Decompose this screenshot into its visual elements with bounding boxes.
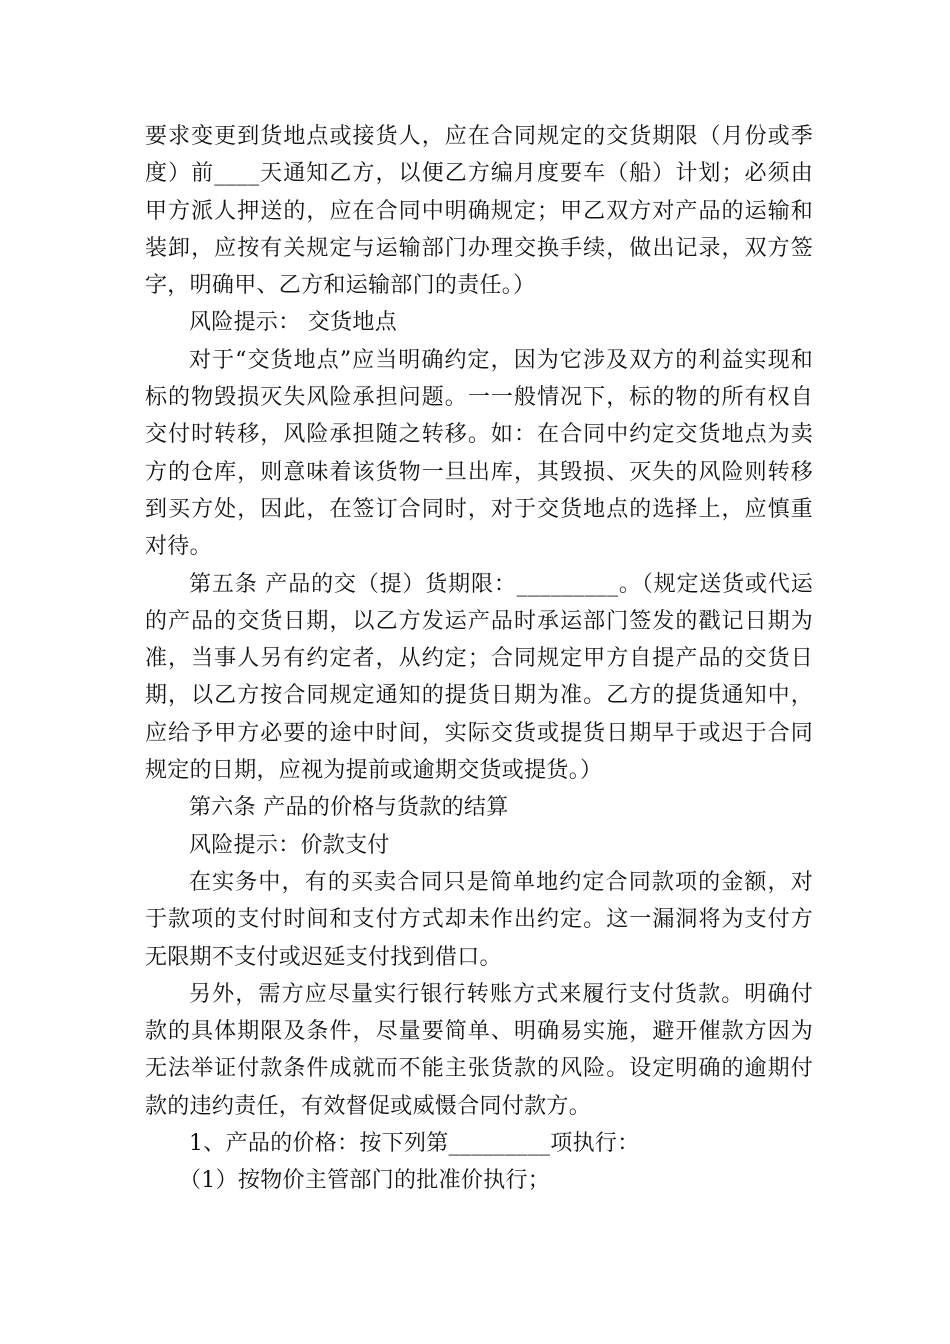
article-six-heading: 第六条 产品的价格与货款的结算 xyxy=(189,795,509,821)
paragraph-delivery-change: 要求变更到货地点或接货人，应在合同规定的交货期限（月份或季度）前____天通知乙方，以便乙方编月度要车（船）计划；必须由甲方派人押送的，应在合同中明确规定；甲乙双方对产品的运输和装卸，应按有关规定与运输部门办理交换手续，做出记录，双方签字，明确甲、乙方和运输部门的责任。） xyxy=(145,124,813,299)
document-page xyxy=(145,118,813,1200)
risk-heading-delivery-place: 风险提示： 交货地点 xyxy=(189,310,397,336)
article-five-delivery-term: 第五条 产品的交（提）货期限：_________。（规定送货或代运的产品的交货日期，以乙方发运产品时承运部门签发的戳记日期为准，当事人另有约定者，从约定；合同规定甲方自提产品的交货日期，以乙方按合同规定通知的提货日期为准。乙方的提货通知中，应给予甲方必要的途中时间，实际交货或提货日期早于或迟于合同规定的日期，应视为提前或逾期交货或提货。） xyxy=(145,571,813,784)
clause-price-option-1: （1）按物价主管部门的批准价执行； xyxy=(179,1168,551,1194)
risk-heading-payment: 风险提示：价款支付 xyxy=(189,832,390,858)
clause-price-selection: 1、产品的价格：按下列第_________项执行： xyxy=(189,1131,640,1157)
paragraph-delivery-place-risk: 对于“交货地点”应当明确约定，因为它涉及双方的利益实现和标的物毁损灭失风险承担问题。一一般情况下，标的物的所有权自交付时转移，风险承担随之转移。如：在合同中约定交货地点为卖方的仓库，则意味着该货物一旦出库，其毁损、灭失的风险则转移到买方处，因此，在签订合同时，对于交货地点的选择上，应慎重对待。 xyxy=(145,347,813,560)
paragraph-payment-advice: 另外，需方应尽量实行银行转账方式来履行支付货款。明确付款的具体期限及条件，尽量要简单、明确易实施，避开催款方因为无法举证付款条件成就而不能主张货款的风险。设定明确的逾期付款的违约责任，有效督促或威慑合同付款方。 xyxy=(145,981,813,1119)
paragraph-payment-practice: 在实务中，有的买卖合同只是简单地约定合同款项的金额，对于款项的支付时间和支付方式却未作出约定。这一漏洞将为支付方无限期不支付或迟延支付找到借口。 xyxy=(145,869,813,970)
